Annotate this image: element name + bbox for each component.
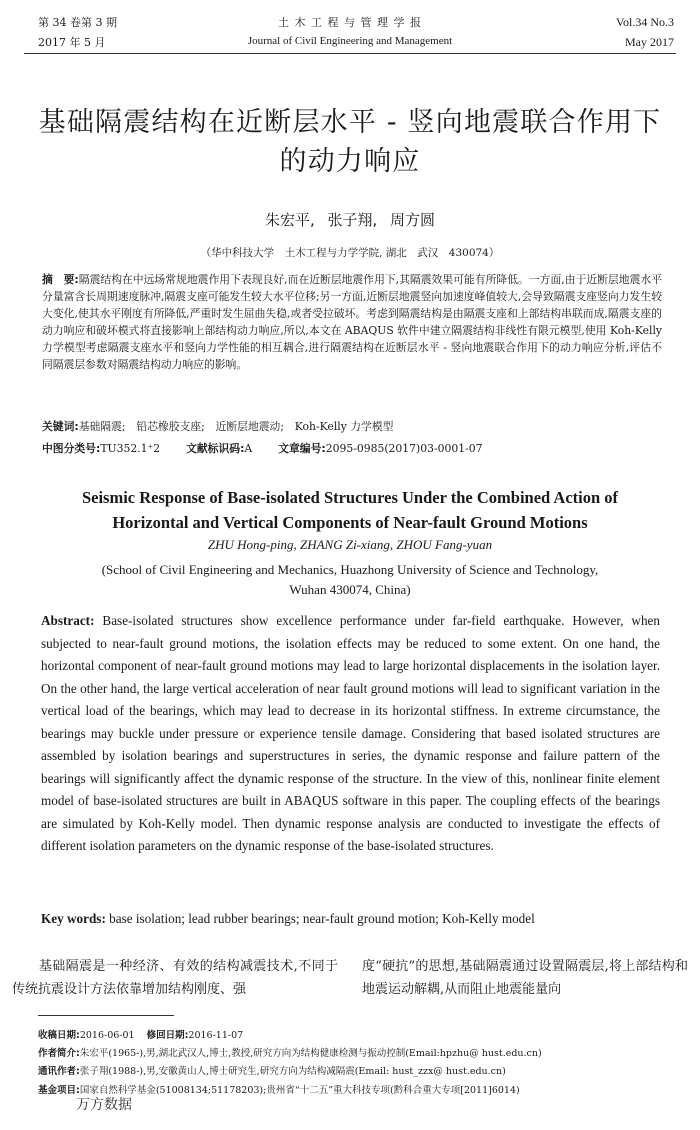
- abstract-cn: [42, 271, 662, 373]
- footnote-funding: [38, 1082, 678, 1100]
- funding-value: 国家自然科学基金(51008134;51178203);贵州省“十二五”重大科技专项(黔科合重大专项[2011]6014): [79, 1085, 520, 1096]
- keywords-en-text: base isolation; lead rubber bearings; near-fault ground motion; Koh-Kelly model: [109, 911, 535, 926]
- keywords-en-label: Key words:: [41, 911, 106, 926]
- affiliation-en: [0, 560, 700, 600]
- footnote-corresponding: [38, 1063, 678, 1081]
- received-label: 收稿日期:: [38, 1030, 80, 1041]
- abstract-cn-text: 隔震结构在中远场常规地震作用下表现良好,而在近断层地震作用下,其隔震效果可能有所降低。一方面,由于近断层地震水平分量富含长周期速度脉冲,隔震支座可能发生较大水平位移;另一方面,近断层地震竖向加速度峰值较大,会导致隔震支座竖向力发生较大变化,使其水平刚度有所降低,严重时发生屈曲失稳,或者受拉破坏。考虑到隔震结构是由隔震支座和上部结构串联而成,隔震支座的动力响应和破坏模式将直接影响上部结构动力响应,所以,本文在 ABAQUS 软件中建立隔震结构非线性有限元模型,使用 Koh-Kelly 力学模型考虑隔震支座水平和竖向力学性能的相互耦合,进行隔震结构在近断层水平 - 竖向地震联合作用下的动力响应分析,评估不同隔震层参数对隔震结构动力响应的影响。: [42, 273, 662, 371]
- affiliation-en-line2: Wuhan 430074, China): [289, 582, 411, 597]
- keywords-cn-label: 关键词:: [42, 420, 79, 433]
- author-bio-label: 作者简介:: [38, 1048, 80, 1059]
- header-volume-en: Vol.34 No.3: [615, 15, 674, 29]
- keywords-cn-text: 基础隔震; 铅芯橡胶支座; 近断层地震动; Koh-Kelly 力学模型: [78, 420, 394, 433]
- clc-value: TU352.1⁺2: [100, 442, 161, 455]
- authors-cn: 朱宏平, 张子翔, 周方圆: [264, 211, 436, 229]
- affiliation-cn: （华中科技大学 土木工程与力学学院, 湖北 武汉 430074）: [200, 247, 500, 259]
- header-date-en: May 2017: [625, 35, 674, 49]
- classification-line: [42, 440, 662, 457]
- title-cn-line1: 基础隔震结构在近断层水平 - 竖向地震联合作用下: [38, 107, 662, 138]
- footnote-rule: [38, 1015, 174, 1016]
- author-bio-value: 朱宏平(1965-),男,湖北武汉人,博士,教授,研究方向为结构健康检测与振动控制(Email:hpzhu@ hust.edu.cn): [79, 1048, 542, 1059]
- title-en: [0, 485, 700, 535]
- keywords-cn: [42, 418, 662, 435]
- corresponding-value: 张子翔(1988-),男,安徽黄山人,博士研究生,研究方向为结构减隔震(Email: hust_zzx@ hust.edu.cn): [79, 1066, 506, 1077]
- affiliation-en-line1: (School of Civil Engineering and Mechanics, Huazhong University of Science and Technology,: [101, 562, 599, 577]
- revised-value: 2016-11-07: [188, 1030, 244, 1041]
- abstract-en-label: Abstract:: [41, 613, 95, 628]
- abstract-en: [41, 610, 660, 858]
- header-journal-en: Journal of Civil Engineering and Management: [247, 35, 453, 47]
- doc-code-label: 文献标识码:: [186, 442, 245, 455]
- title-en-line1: Seismic Response of Base-isolated Structures Under the Combined Action of: [81, 488, 619, 507]
- article-no-label: 文章编号:: [278, 442, 326, 455]
- revised-label: 修回日期:: [146, 1030, 189, 1041]
- clc-label: 中图分类号:: [42, 442, 101, 455]
- body-right-column: 度“硬抗”的思想,基础隔震通过设置隔震层,将上部结构和地震运动解耦,从而阻止地震能量向: [362, 959, 688, 997]
- watermark: 万方数据: [76, 1097, 132, 1113]
- corresponding-label: 通讯作者:: [38, 1066, 80, 1077]
- abstract-en-text: Base-isolated structures show excellence performance under far-field earthquake. However, when subjected to near-fault ground motions, the isolation effects may be reduced to some extent. On one hand, the horizontal component of near-fault ground motions may lead to large horizontal displacements in the isolation layer. On the other hand, the large vertical acceleration of near fault ground motions will lead to significant variation in the vertical load of the bearings, which may lead to decrease in its horizontal stiffness. In extreme circumstance, the bearings may buckle under pressure or experience tensile damage. Considering that based isolated structures are assembled by isolation bearings and superstructures in series, the dynamic response and failure pattern of the bearings will significantly affect the dynamic response of the structure. In the view of this, nonlinear finite element model of base-isolated structures are built in ABAQUS software in this paper. The coupling effects of the bearings are simulated by Koh-Kelly model. Then dynamic response analysis are conducted to investigate the effects of different isolation parameters on the dynamic response of the base-isolated structures.: [41, 613, 660, 853]
- header-volume-cn: 第 34 卷第 3 期: [38, 16, 117, 29]
- footnote-author: [38, 1045, 678, 1063]
- body-left-column: 基础隔震是一种经济、有效的结构减震技术,不同于传统抗震设计方法依靠增加结构刚度、强: [12, 959, 338, 997]
- funding-label: 基金项目:: [38, 1085, 80, 1096]
- article-no-value: 2095-0985(2017)03-0001-07: [325, 442, 483, 455]
- title-en-line2: Horizontal and Vertical Components of Near-fault Ground Motions: [112, 513, 588, 532]
- header-journal-cn: 土 木 工 程 与 管 理 学 报: [278, 16, 422, 29]
- doc-code-value: A: [244, 442, 253, 455]
- title-cn-line2: 的动力响应: [279, 146, 421, 177]
- footnote-dates: [38, 1027, 678, 1045]
- keywords-en: [41, 908, 660, 931]
- authors-en: ZHU Hong-ping, ZHANG Zi-xiang, ZHOU Fang-yuan: [207, 537, 493, 552]
- abstract-cn-label: 摘 要:: [42, 273, 79, 286]
- header-date-cn: 2017 年 5 月: [38, 36, 106, 49]
- received-value: 2016-06-01: [79, 1030, 135, 1041]
- header-rule: [24, 53, 676, 54]
